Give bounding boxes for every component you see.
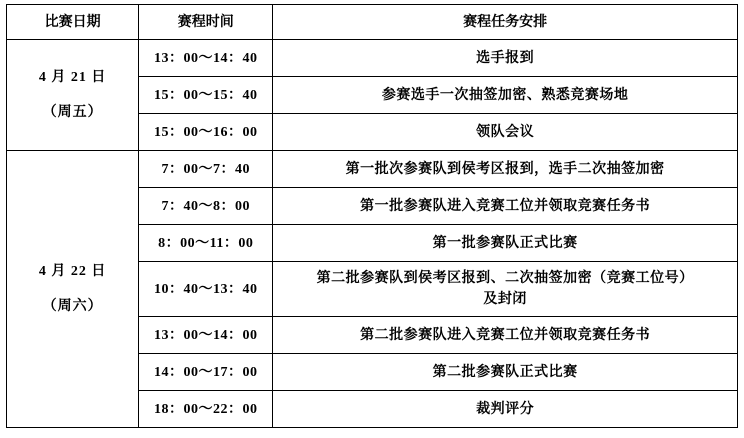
time-cell: 15：00～15：40 [139,77,273,114]
table-header-row [7,5,738,40]
time-cell: 14：00～17：00 [139,354,273,391]
time-cell: 8：00～11：00 [139,225,273,262]
date-line-primary: 4 月 21 日 [38,70,107,85]
task-line: 选手报到 [476,50,535,66]
column-header-date: 比赛日期 [7,5,139,40]
time-cell: 10：40～13：40 [139,262,273,317]
task-line: 裁判评分 [476,401,535,417]
task-cell [273,114,738,151]
task-cell [273,354,738,391]
date-cell-group-1 [7,151,139,428]
task-line: 参赛选手一次抽签加密、熟悉竞赛场地 [381,87,629,103]
date-line-primary: 4 月 22 日 [38,264,107,279]
task-line: 第二批参赛队进入竞赛工位并领取竞赛任务书 [360,327,651,343]
task-cell [273,262,738,317]
task-cell [273,40,738,77]
task-line: 及封闭 [483,292,527,307]
time-cell: 13：00～14：40 [139,40,273,77]
task-line: 第一批参赛队进入竞赛工位并领取竞赛任务书 [360,198,651,214]
task-line: 第一批参赛队正式比赛 [432,235,578,251]
date-cell-group-0 [7,40,139,151]
task-line: 领队会议 [476,124,535,140]
time-cell: 7：40～8：00 [139,188,273,225]
column-header-task: 赛程任务安排 [273,5,738,40]
time-cell: 18：00～22：00 [139,391,273,428]
table-row [7,151,738,188]
task-line: 第二批参赛队到侯考区报到、二次抽签加密（竞赛工位号） [316,271,694,286]
task-cell [273,391,738,428]
task-line: 第一批次参赛队到侯考区报到，选手二次抽签加密 [345,161,665,177]
task-cell [273,77,738,114]
time-cell: 7：00～7：40 [139,151,273,188]
competition-schedule-table [6,4,738,428]
date-line-secondary: （周六） [42,299,103,314]
column-header-time: 赛程时间 [139,5,273,40]
task-cell [273,225,738,262]
time-cell: 13：00～14：00 [139,317,273,354]
date-line-secondary: （周五） [42,105,103,120]
time-cell: 15：00～16：00 [139,114,273,151]
task-cell [273,188,738,225]
task-line: 第二批参赛队正式比赛 [432,364,578,380]
table-row [7,40,738,77]
task-cell [273,151,738,188]
task-cell [273,317,738,354]
